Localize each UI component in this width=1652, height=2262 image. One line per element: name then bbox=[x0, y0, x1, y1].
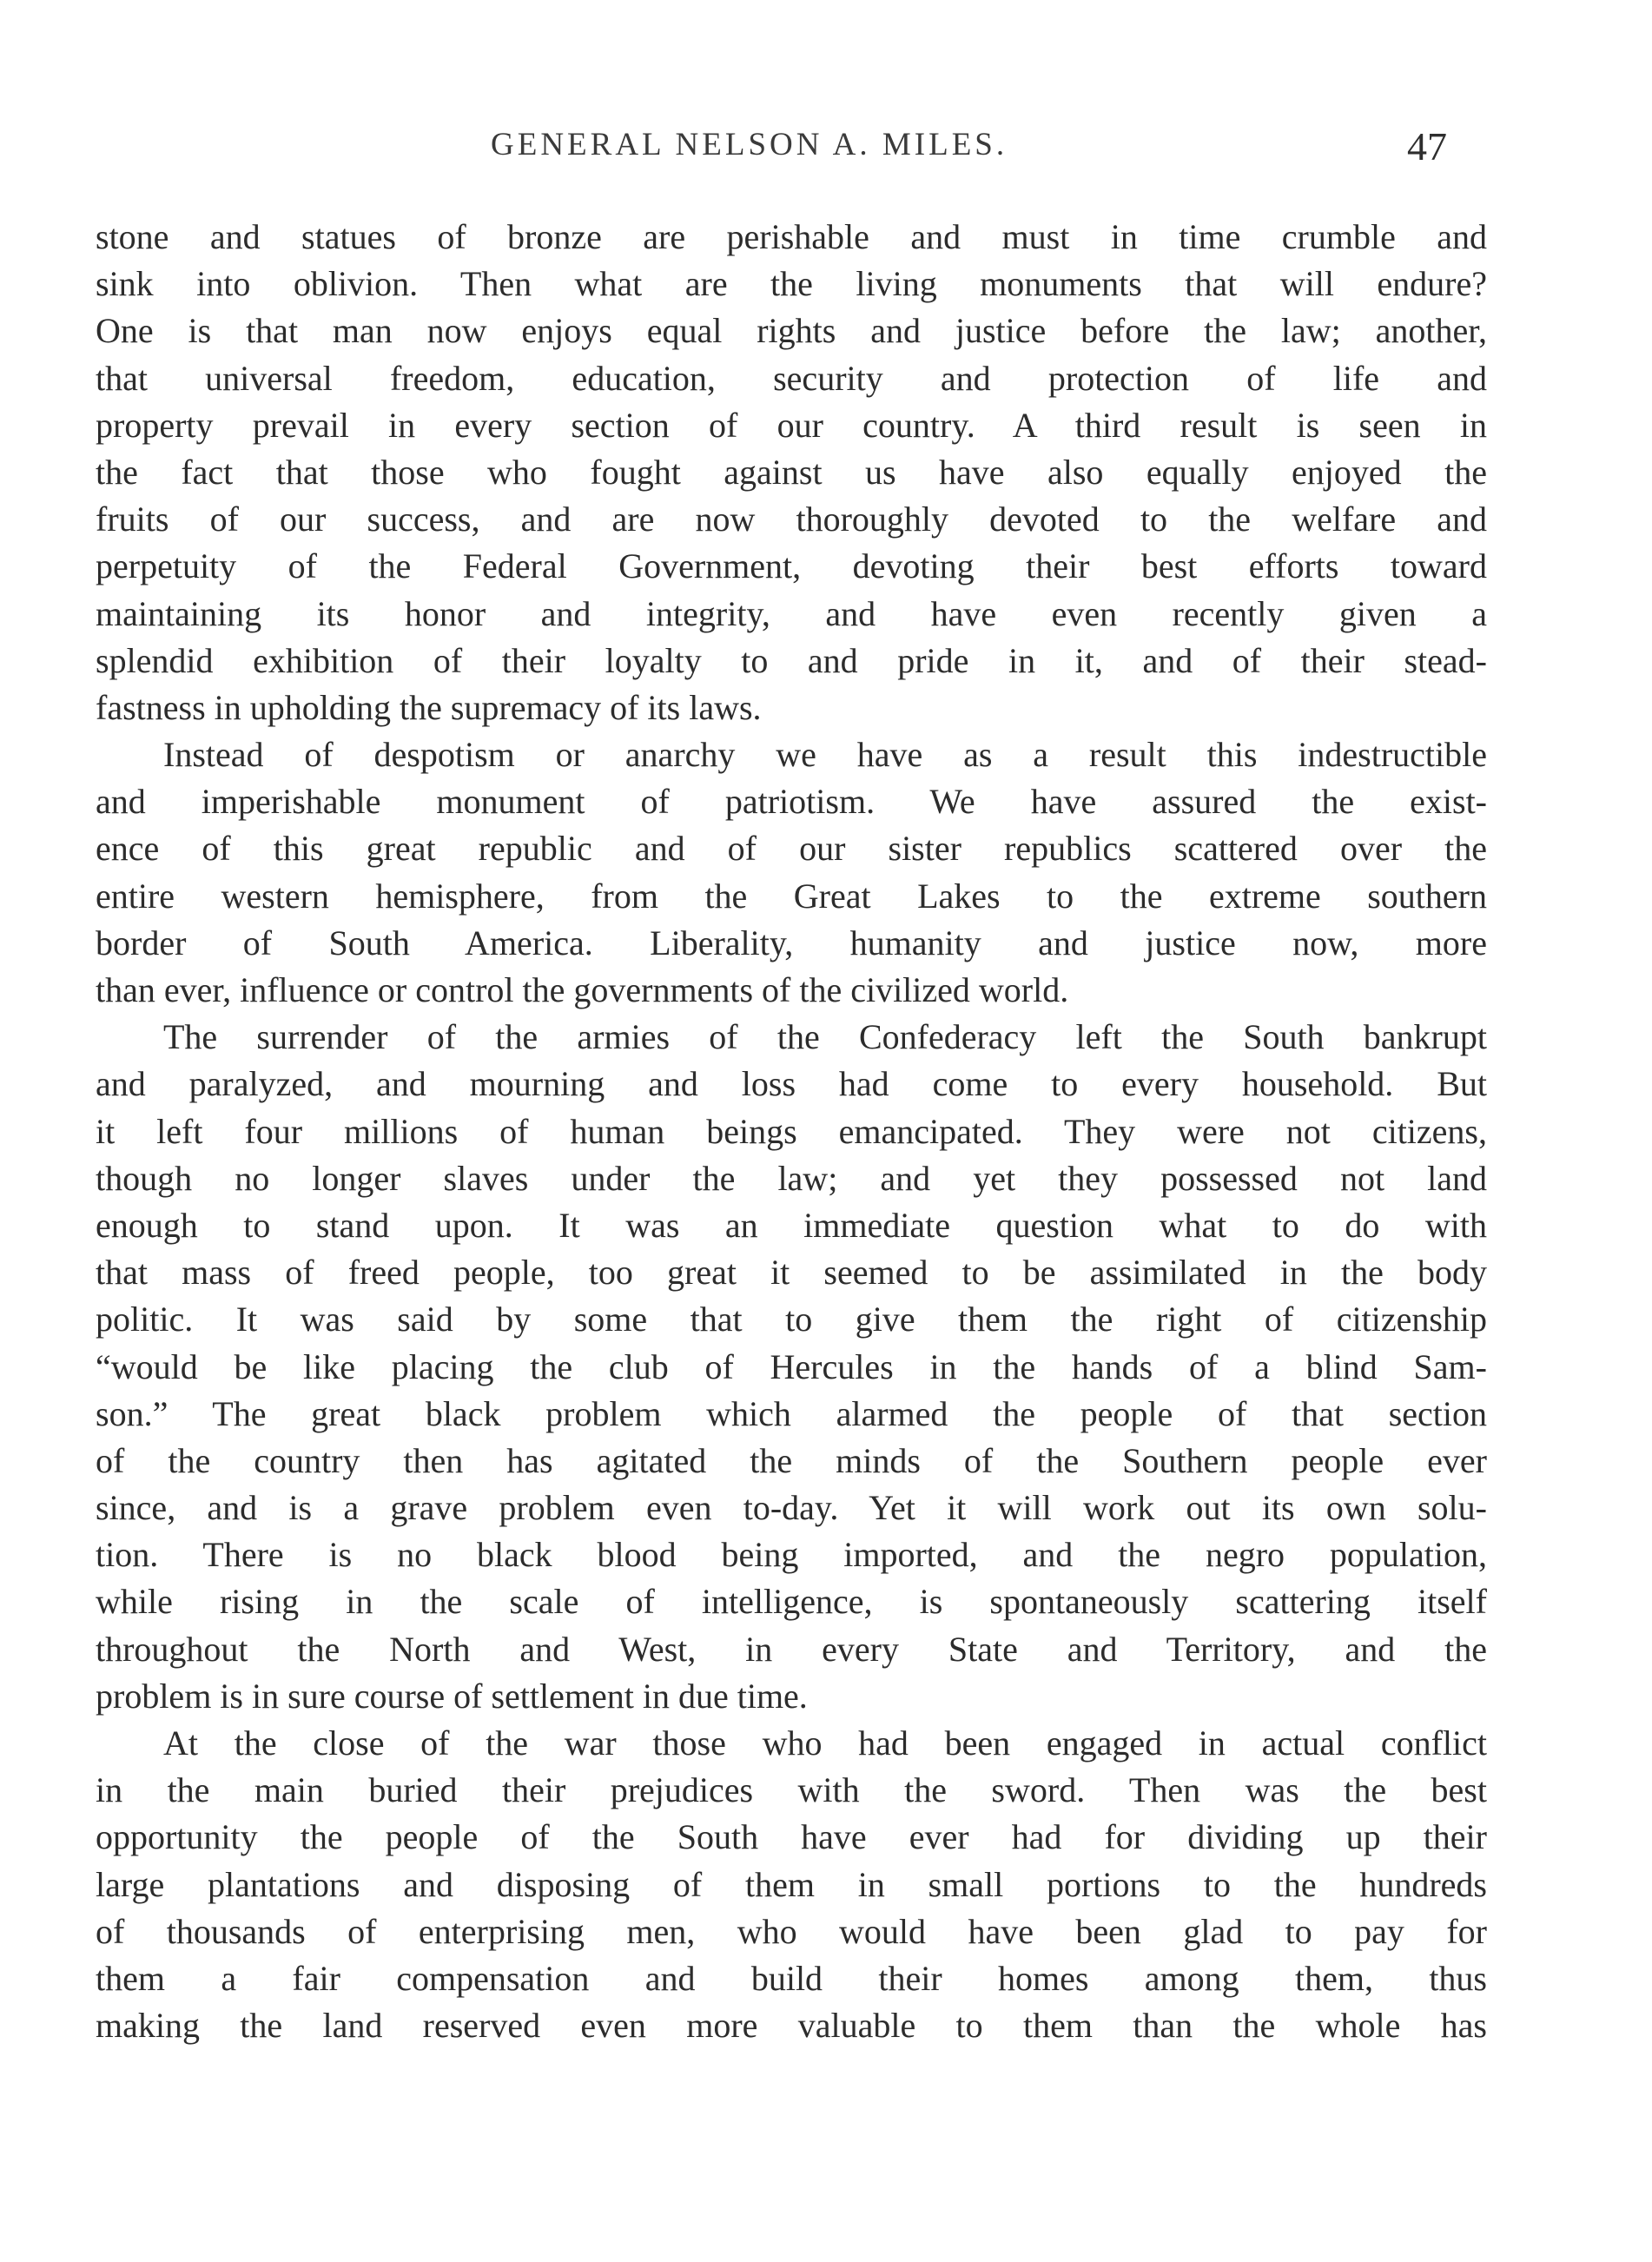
text-line: perpetuity of the Federal Government, devoting their best efforts toward bbox=[96, 546, 1487, 586]
text-line: it left four millions of human beings emancipated. They were not citizens, bbox=[96, 1111, 1487, 1151]
text-line: that universal freedom, education, security and protection of life and bbox=[96, 358, 1487, 398]
text-line: of thousands of enterprising men, who would have been glad to pay for bbox=[96, 1911, 1487, 1951]
paragraph-first-line: The surrender of the armies of the Confederacy left the South bankrupt bbox=[163, 1017, 1487, 1057]
text-line: sink into oblivion. Then what are the living monuments that will endure? bbox=[96, 264, 1487, 304]
text-line: One is that man now enjoys equal rights and justice before the law; another, bbox=[96, 311, 1487, 351]
paragraph-last-line: problem is in sure course of settlement in due time. bbox=[96, 1676, 808, 1716]
paragraph-last-line: than ever, influence or control the governments of the civilized world. bbox=[96, 970, 1069, 1009]
text-line: son.” The great black problem which alarmed the people of that section bbox=[96, 1393, 1487, 1433]
text-line: tion. There is no black blood being imported, and the negro population, bbox=[96, 1535, 1487, 1575]
text-line: and imperishable monument of patriotism. We have assured the exist- bbox=[96, 782, 1487, 822]
text-line: throughout the North and West, in every State and Territory, and the bbox=[96, 1629, 1487, 1669]
text-line: making the land reserved even more valuable to them than the whole has bbox=[96, 2006, 1487, 2046]
text-line: large plantations and disposing of them in small portions to the hundreds bbox=[96, 1864, 1487, 1904]
paragraph-first-line: At the close of the war those who had been engaged in actual conflict bbox=[163, 1723, 1487, 1763]
text-line: entire western hemisphere, from the Great Lakes to the extreme southern bbox=[96, 876, 1487, 916]
running-head: GENERAL NELSON A. MILES. bbox=[491, 127, 1008, 162]
text-line: opportunity the people of the South have ever had for dividing up their bbox=[96, 1817, 1487, 1857]
text-line: while rising in the scale of intelligence, is spontaneously scattering itself bbox=[96, 1582, 1487, 1622]
text-line: since, and is a grave problem even to-day. Yet it will work out its own solu- bbox=[96, 1488, 1487, 1528]
text-line: maintaining its honor and integrity, and have even recently given a bbox=[96, 593, 1487, 633]
text-line: in the main buried their prejudices with the sword. Then was the best bbox=[96, 1770, 1487, 1810]
text-line: them a fair compensation and build their homes among them, thus bbox=[96, 1958, 1487, 1998]
text-line: enough to stand upon. It was an immediate question what to do with bbox=[96, 1205, 1487, 1245]
text-line: border of South America. Liberality, humanity and justice now, more bbox=[96, 923, 1487, 962]
text-line: politic. It was said by some that to give them the right of citizenship bbox=[96, 1300, 1487, 1339]
text-line: stone and statues of bronze are perishable and must in time crumble and bbox=[96, 217, 1487, 256]
text-line: though no longer slaves under the law; and yet they possessed not land bbox=[96, 1158, 1487, 1198]
paragraph-first-line: Instead of despotism or anarchy we have as a result this indestructible bbox=[163, 735, 1487, 775]
text-line: property prevail in every section of our country. A third result is seen in bbox=[96, 405, 1487, 445]
page-number: 47 bbox=[1407, 124, 1447, 169]
text-line: and paralyzed, and mourning and loss had come to every household. But bbox=[96, 1064, 1487, 1104]
text-line: fruits of our success, and are now thoroughly devoted to the welfare and bbox=[96, 499, 1487, 539]
text-line: the fact that those who fought against us have also equally enjoyed the bbox=[96, 452, 1487, 492]
body-text bbox=[96, 214, 1487, 2049]
text-line: that mass of freed people, too great it seemed to be assimilated in the body bbox=[96, 1253, 1487, 1293]
text-line: of the country then has agitated the minds of the Southern people ever bbox=[96, 1440, 1487, 1480]
text-line: “would be like placing the club of Hercules in the hands of a blind Sam- bbox=[96, 1346, 1487, 1386]
paragraph-last-line: fastness in upholding the supremacy of its laws. bbox=[96, 687, 762, 727]
text-line: splendid exhibition of their loyalty to and pride in it, and of their stead- bbox=[96, 640, 1487, 680]
text-line: ence of this great republic and of our sister republics scattered over the bbox=[96, 829, 1487, 869]
